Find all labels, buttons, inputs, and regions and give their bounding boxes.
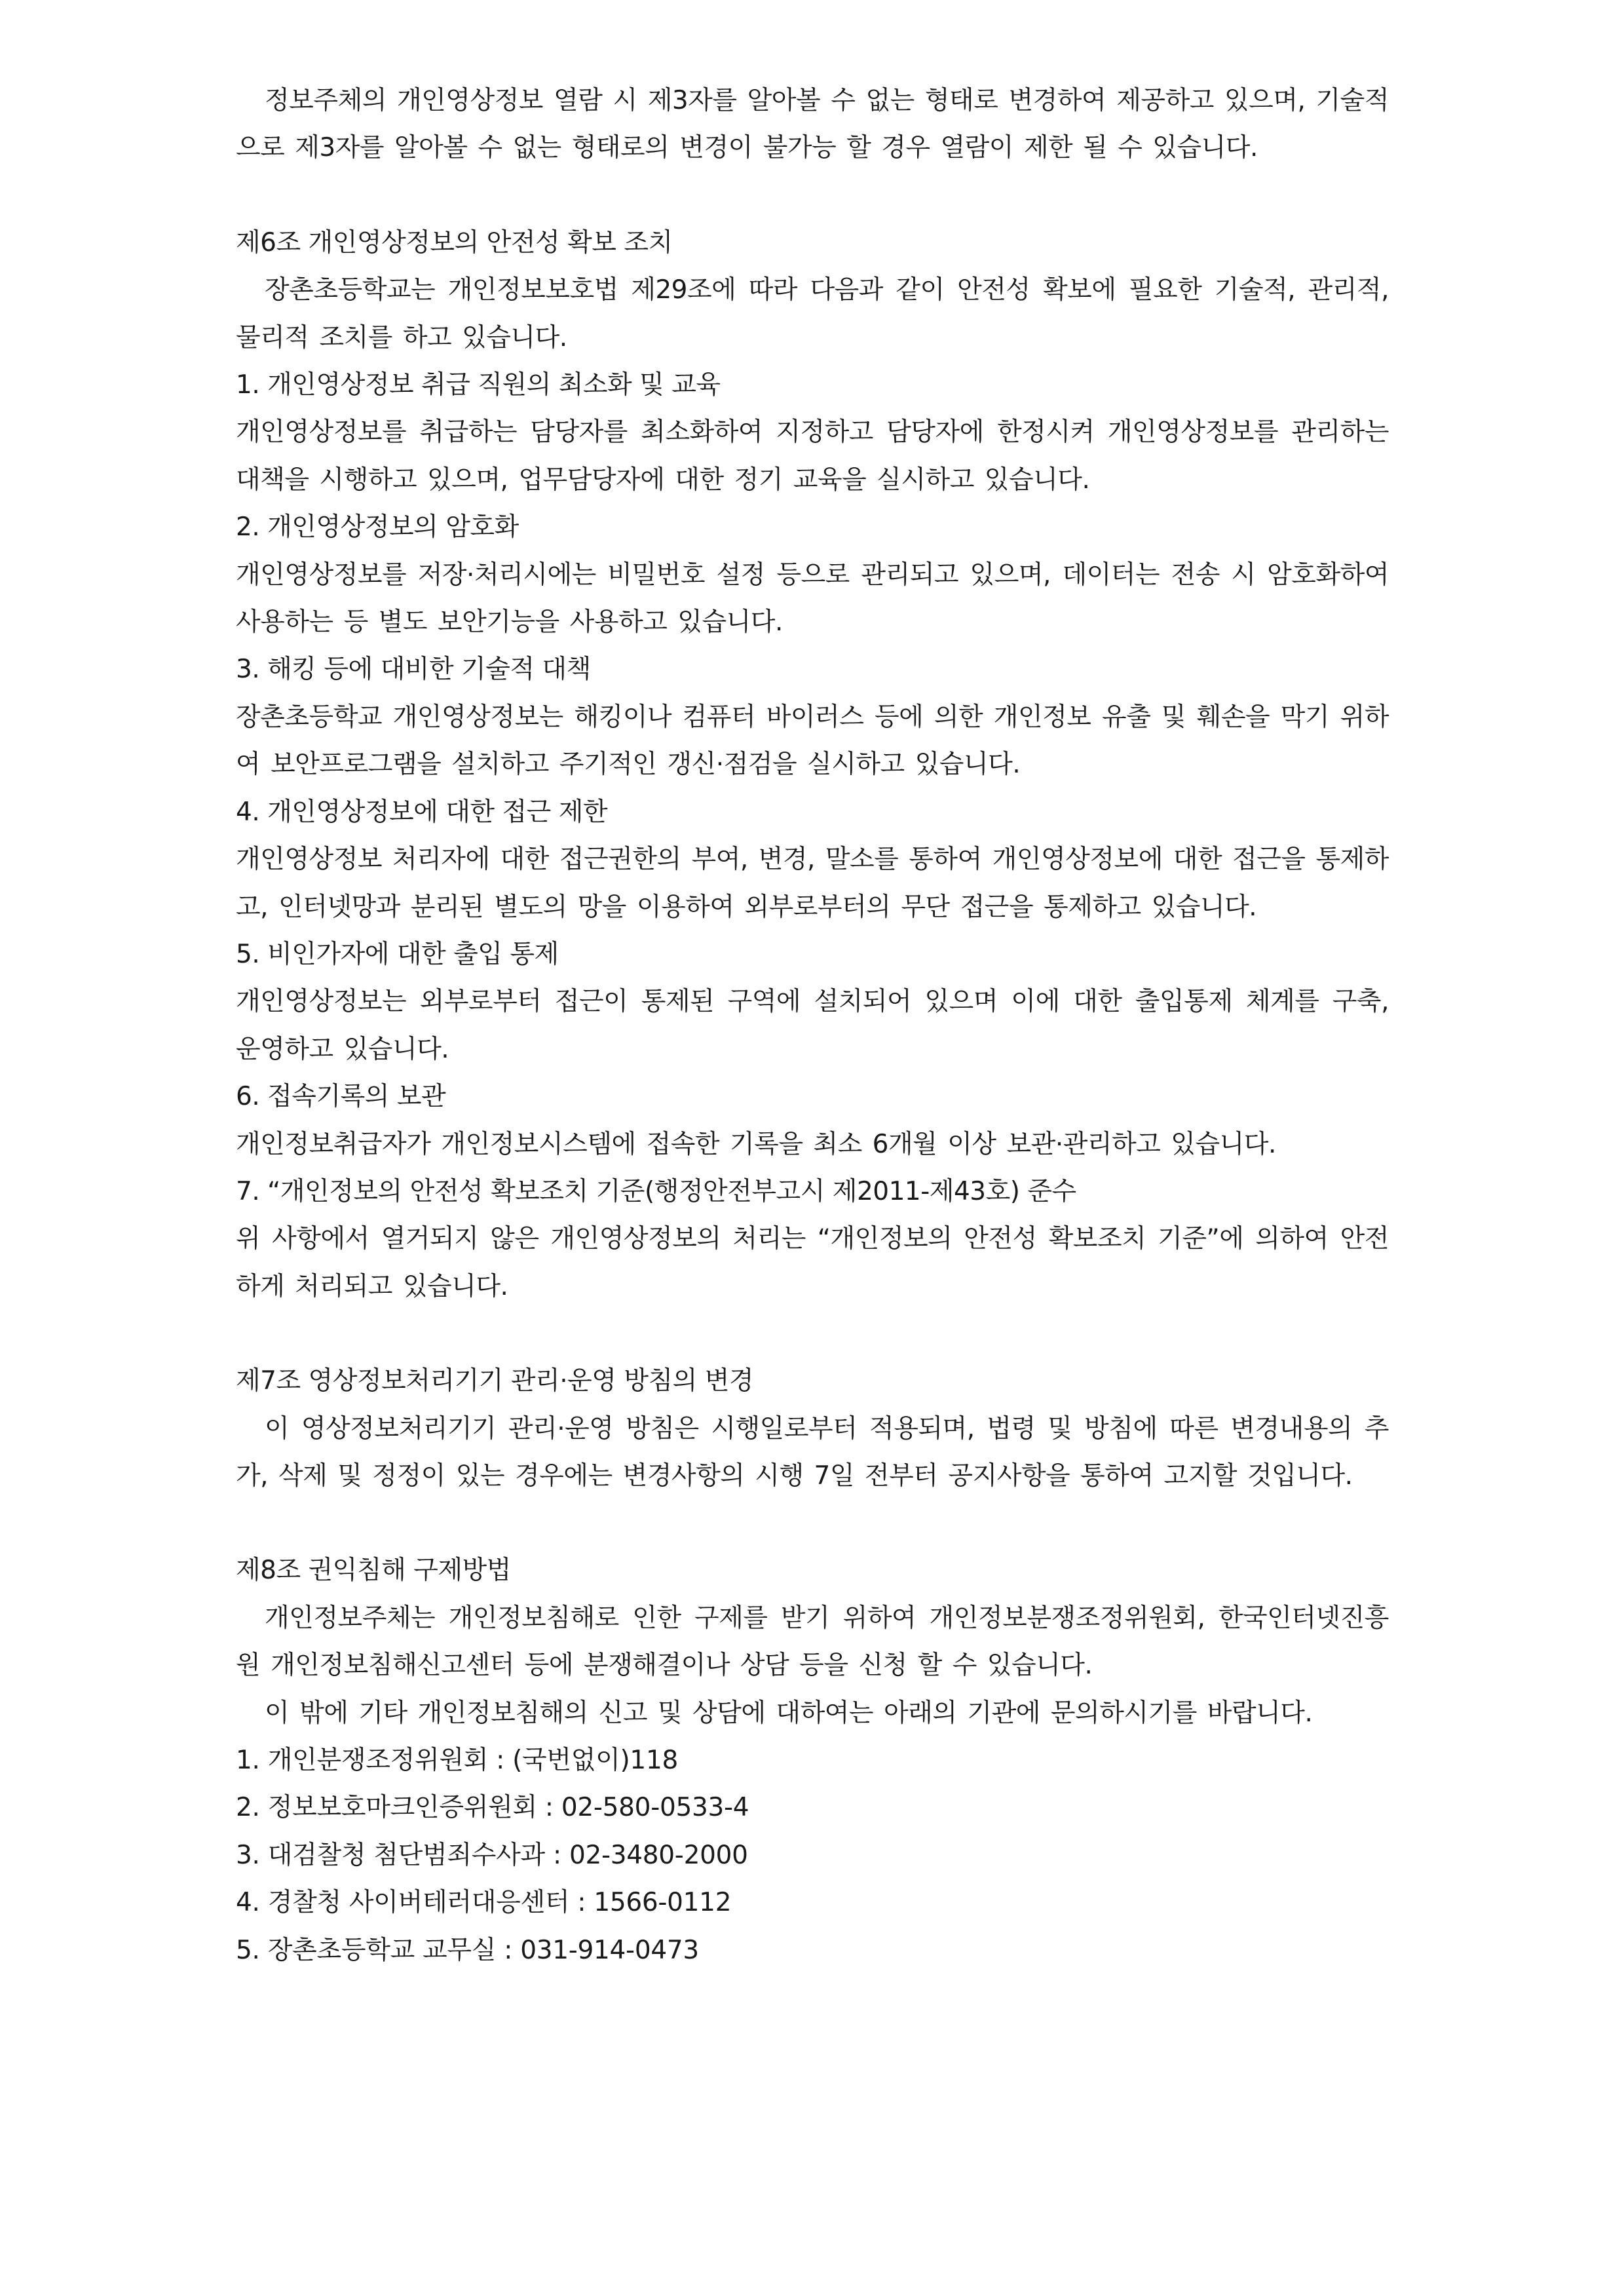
section-gap bbox=[236, 172, 1389, 220]
article-6-title: 제6조 개인영상정보의 안전성 확보 조치 bbox=[236, 227, 673, 258]
item-3-body: 장촌초등학교 개인영상정보는 해킹이나 컴퓨터 바이러스 등에 의한 개인정보 유출 및 훼손을 막기 위하여 보안프로그램을 설치하고 주기적인 갱신·점검을 실시하고 있습니다. bbox=[236, 702, 1389, 780]
item-5-body: 개인영상정보는 외부로부터 접근이 통제된 구역에 설치되어 있으며 이에 대한 출입통제 체계를 구축, 운영하고 있습니다. bbox=[236, 987, 1389, 1064]
item-4-body: 개인영상정보 처리자에 대한 접근권한의 부여, 변경, 말소를 통하여 개인영상정보에 대한 접근을 통제하고, 인터넷망과 분리된 별도의 망을 이용하여 외부로부터의 무단 접근을 통제하고 있습니다. bbox=[236, 845, 1389, 922]
item-5-heading: 5. 비인가자에 대한 출입 통제 bbox=[236, 939, 559, 969]
article-6 bbox=[236, 220, 1389, 1311]
item-2-body: 개인영상정보를 저장·처리시에는 비밀번호 설정 등으로 관리되고 있으며, 데이터는 전송 시 암호화하여 사용하는 등 별도 보안기능을 사용하고 있습니다. bbox=[236, 560, 1389, 638]
article-6-intro: 장촌초등학교는 개인정보보호법 제29조에 따라 다음과 같이 안전성 확보에 필요한 기술적, 관리적, 물리적 조치를 하고 있습니다. bbox=[236, 275, 1389, 353]
article-7-body: 이 영상정보처리기기 관리·운영 방침은 시행일로부터 적용되며, 법령 및 방침에 따른 변경내용의 추가, 삭제 및 정정이 있는 경우에는 변경사항의 시행 7일 전부터 공지사항을 통하여 고지할 것입니다. bbox=[236, 1413, 1389, 1491]
article-7-title: 제7조 영상정보처리기기 관리·운영 방침의 변경 bbox=[236, 1366, 754, 1396]
article-8-title: 제8조 권익침해 구제방법 bbox=[236, 1556, 511, 1586]
section-gap bbox=[236, 1311, 1389, 1358]
item-7-heading: 7. “개인정보의 안전성 확보조치 기준(행정안전부고시 제2011-제43호) 준수 bbox=[236, 1176, 1076, 1206]
article-8 bbox=[236, 1547, 1389, 1974]
item-2-heading: 2. 개인영상정보의 암호화 bbox=[236, 512, 519, 543]
item-6-body: 개인정보취급자가 개인정보시스템에 접속한 기록을 최소 6개월 이상 보관·관리하고 있습니다. bbox=[236, 1129, 1276, 1159]
contact-item: 3. 대검찰청 첨단범죄수사과 : 02-3480-2000 bbox=[236, 1840, 748, 1870]
contact-item: 4. 경찰청 사이버테러대응센터 : 1566-0112 bbox=[236, 1888, 732, 1918]
article-8-body-2: 이 밖에 기타 개인정보침해의 신고 및 상담에 대하여는 아래의 기관에 문의하시기를 바랍니다. bbox=[265, 1698, 1313, 1728]
article-8-body-1: 개인정보주체는 개인정보침해로 인한 구제를 받기 위하여 개인정보분쟁조정위원회, 한국인터넷진흥원 개인정보침해신고센터 등에 분쟁해결이나 상담 등을 신청 할 수 있습니다. bbox=[236, 1603, 1389, 1681]
contact-item: 2. 정보보호마크인증위원회 : 02-580-0533-4 bbox=[236, 1793, 749, 1823]
item-3-heading: 3. 해킹 등에 대비한 기술적 대책 bbox=[236, 655, 591, 685]
intro-paragraph: 정보주체의 개인영상정보 열람 시 제3자를 알아볼 수 없는 형태로 변경하여 제공하고 있으며, 기술적으로 제3자를 알아볼 수 없는 형태로의 변경이 불가능 할 경우 열람이 제한 될 수 있습니다. bbox=[236, 86, 1389, 163]
article-7 bbox=[236, 1358, 1389, 1500]
contact-item: 5. 장촌초등학교 교무실 : 031-914-0473 bbox=[236, 1935, 699, 1965]
contact-item: 1. 개인분쟁조정위원회 : (국번없이)118 bbox=[236, 1746, 678, 1775]
document-page bbox=[236, 77, 1389, 1974]
item-1-body: 개인영상정보를 취급하는 담당자를 최소화하여 지정하고 담당자에 한정시켜 개인영상정보를 관리하는 대책을 시행하고 있으며, 업무담당자에 대한 정기 교육을 실시하고 있습니다. bbox=[236, 417, 1389, 495]
item-4-heading: 4. 개인영상정보에 대한 접근 제한 bbox=[236, 797, 608, 827]
item-1-heading: 1. 개인영상정보 취급 직원의 최소화 및 교육 bbox=[236, 370, 721, 400]
item-7-body: 위 사항에서 열거되지 않은 개인영상정보의 처리는 “개인정보의 안전성 확보조치 기준”에 의하여 안전하게 처리되고 있습니다. bbox=[236, 1224, 1389, 1301]
item-6-heading: 6. 접속기록의 보관 bbox=[236, 1082, 446, 1112]
section-gap bbox=[236, 1500, 1389, 1547]
